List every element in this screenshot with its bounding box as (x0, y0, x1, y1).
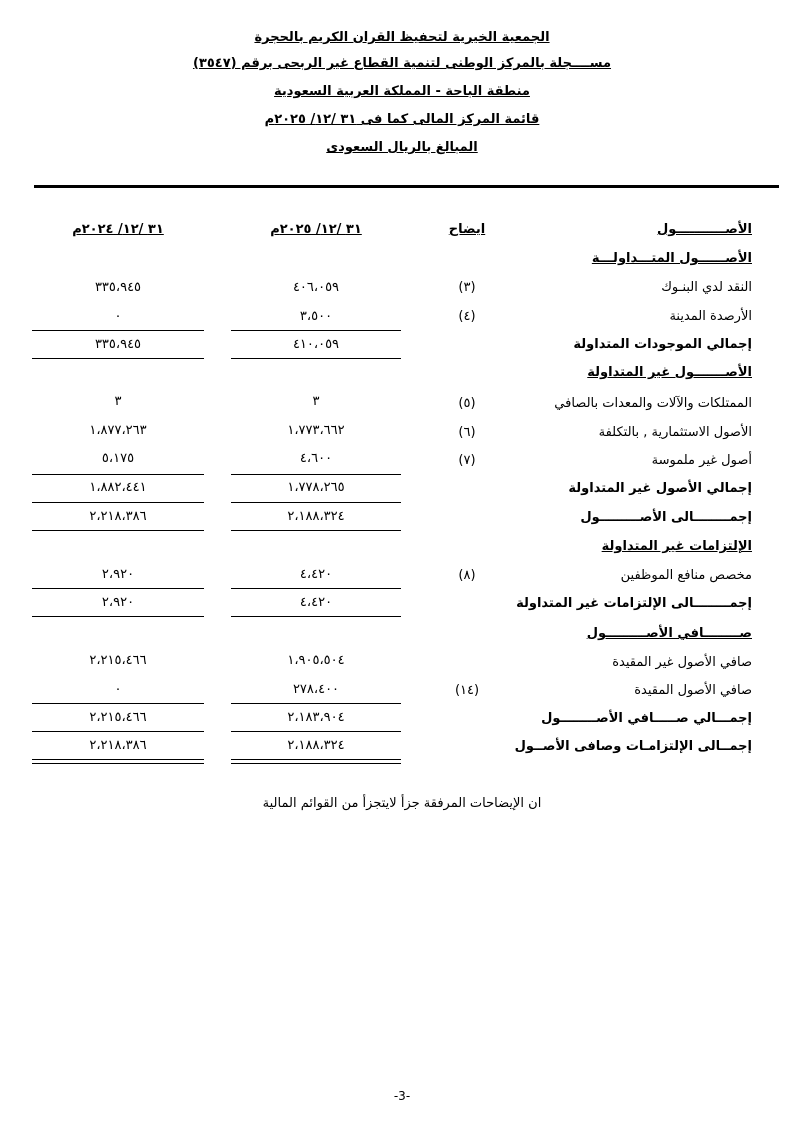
row-label-total-liabilities-and-net-assets: إجمــالى الإلتزامـات وصافى الأصــول (514, 739, 752, 754)
row-value-2025-total-assets: ٢،١٨٨،٣٢٤ (287, 509, 345, 524)
row-value-2024-intangible-assets: ٥،١٧٥ (101, 451, 135, 466)
row-value-2025-ppe: ٣ (312, 394, 320, 409)
row-label-employee-benefits: مخصص منافع الموظفين (620, 568, 752, 583)
total-rule (231, 502, 401, 503)
row-value-2025-cash: ٤٠٦،٠٥٩ (292, 280, 340, 295)
total-rule (231, 616, 401, 617)
subtotal-rule (231, 330, 401, 331)
row-label-total-net-assets: إجمـــالي صـــــافي الأصــــــــول (541, 711, 752, 726)
currency-line: المبالغ بالريال السعودى (326, 140, 478, 155)
row-label-total-non-current-assets: إجمالي الأصول غير المتداولة (568, 481, 752, 496)
row-value-2024-investment-assets: ١،٨٧٧،٢٦٣ (89, 423, 147, 438)
double-rule-bottom (231, 763, 401, 764)
row-value-2025-total-non-current-liabilities: ٤،٤٢٠ (299, 595, 333, 610)
row-label-unrestricted-net-assets: صافي الأصول غير المقيدة (612, 655, 752, 670)
row-label-receivables: الأرصدة المدينة (669, 309, 752, 324)
row-label-total-non-current-liabilities: إجمــــــــالى الإلتزامات غير المتداولة (516, 596, 752, 611)
row-value-2025-employee-benefits: ٤،٤٢٠ (299, 567, 333, 582)
row-label-ppe: الممتلكات والآلات والمعدات بالصافي (554, 396, 752, 411)
page-number: -3- (393, 1089, 411, 1103)
row-label-investment-assets: الأصول الاستثمارية , بالتكلفة (598, 425, 752, 440)
row-value-2025-total-net-assets: ٢،١٨٣،٩٠٤ (287, 710, 345, 725)
subtotal-rule (231, 703, 401, 704)
row-label-total-current-assets: إجمالي الموجودات المتداولة (573, 337, 752, 352)
subtotal-rule (231, 474, 401, 475)
row-label-cash: النقد لدي البنـوك (661, 280, 752, 295)
column-header-assets: الأصـــــــــــول (656, 222, 752, 237)
row-value-2024-receivables: ٠ (114, 309, 122, 324)
row-note-ppe: (٥) (458, 396, 476, 411)
row-value-2025-receivables: ٣،٥٠٠ (299, 309, 333, 324)
total-rule (32, 530, 204, 531)
row-value-2024-total-assets: ٢،٢١٨،٣٨٦ (89, 509, 147, 524)
total-rule (32, 358, 204, 359)
subtotal-rule (231, 588, 401, 589)
subtotal-rule (32, 474, 204, 475)
row-label-total-assets: إجمــــــــالى الأصـــــــــول (580, 510, 752, 525)
registration-line: مســــجلة بالمركز الوطنى لتنمية القطاع غير الربحى برقم (٣٥٤٧) (192, 56, 612, 71)
row-note-investment-assets: (٦) (458, 425, 476, 440)
double-rule-top (32, 759, 204, 760)
total-rule (231, 358, 401, 359)
row-note-employee-benefits: (٨) (458, 568, 476, 583)
total-rule (32, 616, 204, 617)
row-value-2024-ppe: ٣ (114, 394, 122, 409)
row-value-2024-unrestricted-net-assets: ٢،٢١٥،٤٦٦ (89, 653, 147, 668)
total-rule (231, 530, 401, 531)
row-value-2024-total-liabilities-and-net-assets: ٢،٢١٨،٣٨٦ (89, 738, 147, 753)
total-rule (231, 731, 401, 732)
row-value-2025-total-non-current-assets: ١،٧٧٨،٢٦٥ (287, 480, 345, 495)
total-rule (32, 502, 204, 503)
row-value-2025-total-liabilities-and-net-assets: ٢،١٨٨،٣٢٤ (287, 738, 345, 753)
subtotal-rule (32, 330, 204, 331)
section-heading-net-assets: صــــــــافي الأصـــــــــول (586, 626, 752, 641)
row-value-2025-total-current-assets: ٤١٠،٠٥٩ (292, 337, 340, 352)
section-heading-current-assets: الأصــــــول المتـــداولـــة (591, 251, 752, 266)
row-value-2025-unrestricted-net-assets: ١،٩٠٥،٥٠٤ (287, 653, 345, 668)
notes-disclaimer: ان الإيضاحات المرفقة جزأ لايتجزأ من القوائم المالية (262, 796, 542, 811)
row-label-restricted-net-assets: صافي الأصول المقيدة (634, 683, 752, 698)
row-note-restricted-net-assets: (١٤) (454, 683, 480, 698)
row-value-2024-total-current-assets: ٣٣٥،٩٤٥ (94, 337, 142, 352)
row-value-2024-restricted-net-assets: ٠ (114, 682, 122, 697)
subtotal-rule (32, 703, 204, 704)
statement-title: قائمة المركز المالى كما فى ٣١ /١٢/ ٢٠٢٥م (264, 112, 540, 127)
row-value-2024-total-non-current-assets: ١،٨٨٢،٤٤١ (89, 480, 147, 495)
column-header-note: ايضاح (448, 222, 486, 237)
row-value-2024-cash: ٣٣٥،٩٤٥ (94, 280, 142, 295)
section-heading-non-current-assets: الأصـــــــول غير المتداولة (587, 365, 752, 380)
total-rule (32, 731, 204, 732)
region-line: منطقة الباحة - المملكة العربية السعودية (274, 84, 530, 99)
row-value-2025-restricted-net-assets: ٢٧٨،٤٠٠ (292, 682, 340, 697)
row-note-cash: (٣) (458, 280, 476, 295)
row-value-2024-total-non-current-liabilities: ٢،٩٢٠ (101, 595, 135, 610)
row-value-2025-investment-assets: ١،٧٧٣،٦٦٢ (287, 423, 345, 438)
subtotal-rule (32, 588, 204, 589)
row-value-2024-employee-benefits: ٢،٩٢٠ (101, 567, 135, 582)
row-note-intangible-assets: (٧) (458, 453, 476, 468)
column-header-2024: ٣١ /١٢/ ٢٠٢٤م (72, 222, 164, 237)
row-value-2025-intangible-assets: ٤،٦٠٠ (299, 451, 333, 466)
double-rule-top (231, 759, 401, 760)
row-label-intangible-assets: أصول غير ملموسة (651, 453, 752, 468)
section-heading-non-current-liabilities: الإلتزامات غير المتداولة (601, 539, 752, 554)
column-header-2025: ٣١ /١٢/ ٢٠٢٥م (270, 222, 362, 237)
row-value-2024-total-net-assets: ٢،٢١٥،٤٦٦ (89, 710, 147, 725)
header-divider (34, 185, 779, 188)
organization-name: الجمعية الخيرية لتحفيظ القران الكريم بالحجرة (254, 30, 550, 45)
double-rule-bottom (32, 763, 204, 764)
row-note-receivables: (٤) (458, 309, 476, 324)
